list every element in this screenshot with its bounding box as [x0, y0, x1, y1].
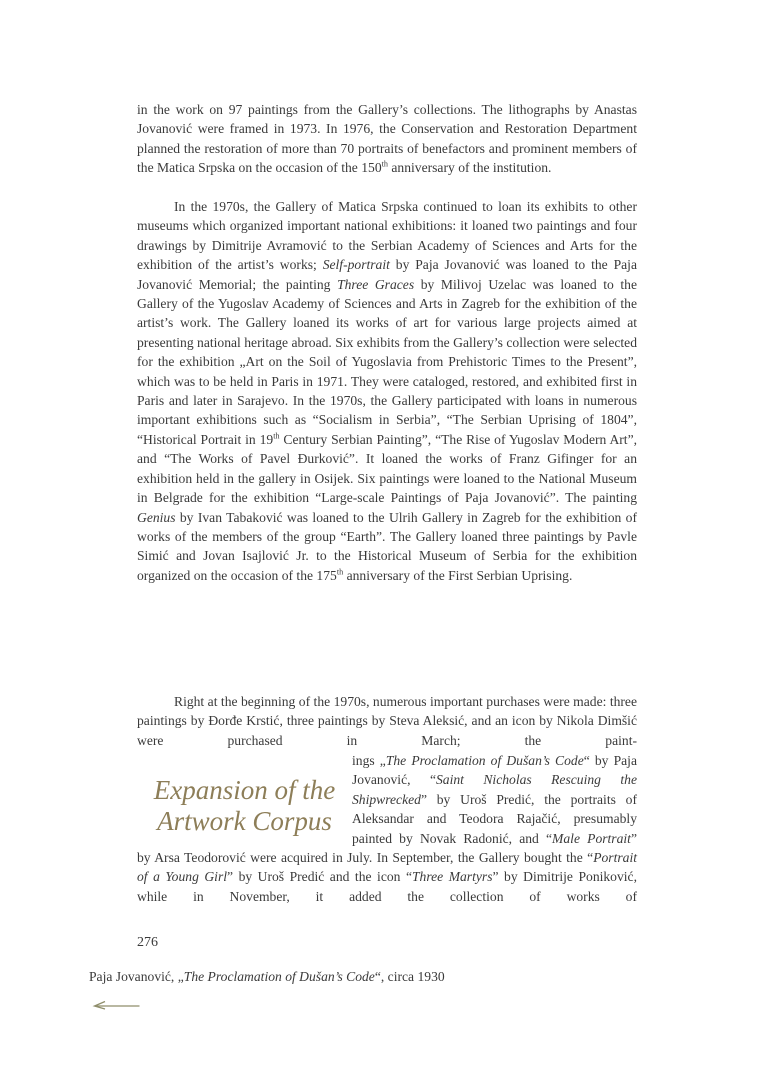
paragraph-1: in the work on 97 paintings from the Gallery’s collections. The lithographs by Anastas Jovanović were framed in 1973. In 1976, the Conservation and Restoration Department planned the restoration of more than 70 portraits of benefactors and prominent members of the Matica Srpska on the occasion of the 150th anniversary of the institution. — [137, 102, 637, 176]
paragraph-2: In the 1970s, the Gallery of Matica Srpska continued to loan its exhibits to other museums which organized important national exhibitions: it loaned two paintings and four drawings by Dimitrije Avramović to the Serbian Academy of Sciences and Arts for the exhibition of the artist’s works; Self-portrait by Paja Jovanović was loaned to the Paja Jovanović Memorial; the painting Three Graces by Milivoj Uzelac was loaned to the Gallery of the Yugoslav Academy of Sciences and Arts in Zagreb for the exhibition of the artist’s work. The Gallery loaned its works of art for various large projects aimed at presenting national heritage abroad. Six exhibits from the Gallery’s collection were selected for the exhibition „Art on the Soil of Yugoslavia from Prehistoric Times to the Present”, which was to be held in Paris in 1971. They were cataloged, restored, and exhibited first in Paris and later in Sarajevo. In the 1970s, the Gallery participated with loans in numerous important exhibitions such as “Socialism in Serbia”, “The Serbian Uprising of 1804”, “Historical Portrait in 19th Century Serbian Painting”, “The Rise of Yugoslav Modern Art”, and “The Works of Pavel Đurković”. It loaned the works of Franz Gifinger for an exhibition held in the gallery in Osijek. Six paintings were loaned to the National Museum in Belgrade for the exhibition “Large-scale Paintings of Paja Jovanović”. The painting Genius by Ivan Tabaković was loaned to the Ulrih Gallery in Zagreb for the exhibition of works of the members of the group “Earth”. The Gallery loaned three paintings by Pavle Simić and Jovan Isajlović Jr. to the Historical Museum of Serbia for the exhibition organized on the occasion of the 175th anniversary of the First Serbian Uprising. — [137, 199, 637, 583]
back-arrow-icon — [91, 999, 141, 1013]
section-heading-line1: Expansion of the — [153, 775, 336, 805]
text-column — [137, 100, 637, 907]
paragraph-3 — [137, 692, 637, 907]
paragraph-3-part3: by Arsa Teodorović were acquired in July. In September, the Gallery bought the “Portrait of a Young Girl” by Uroš Predić and the icon “Three Martyrs” by Dimitrije Poniković, while in November, it added the collection of works of — [137, 850, 637, 904]
image-caption: Paja Jovanović, „The Proclamation of Dušan’s Code“, circa 1930 — [89, 969, 445, 984]
section-heading-line2: Artwork Corpus — [157, 806, 332, 836]
paragraph-3-part2: ings „The Proclamation of Dušan’s Code“ by Paja Jovanović, “Saint Nicholas Rescuing the Shipwrecked” by Uroš Predić, the portraits of Aleksandar and Teodora Rajačić, presumably painted by Novak Radonić, and “Male Portrait” — [352, 753, 637, 846]
page-number: 276 — [137, 935, 158, 950]
paragraph-3-part1: Right at the beginning of the 1970s, numerous important purchases were made: three paintings by Đorđe Krstić, three paintings by Steva Aleksić, and an icon by Nikola Dimšić were purchased in March; the paint- — [137, 694, 637, 748]
section-heading — [137, 775, 352, 837]
heading-wrap-row — [137, 751, 637, 848]
section-heading-cell — [137, 751, 352, 848]
